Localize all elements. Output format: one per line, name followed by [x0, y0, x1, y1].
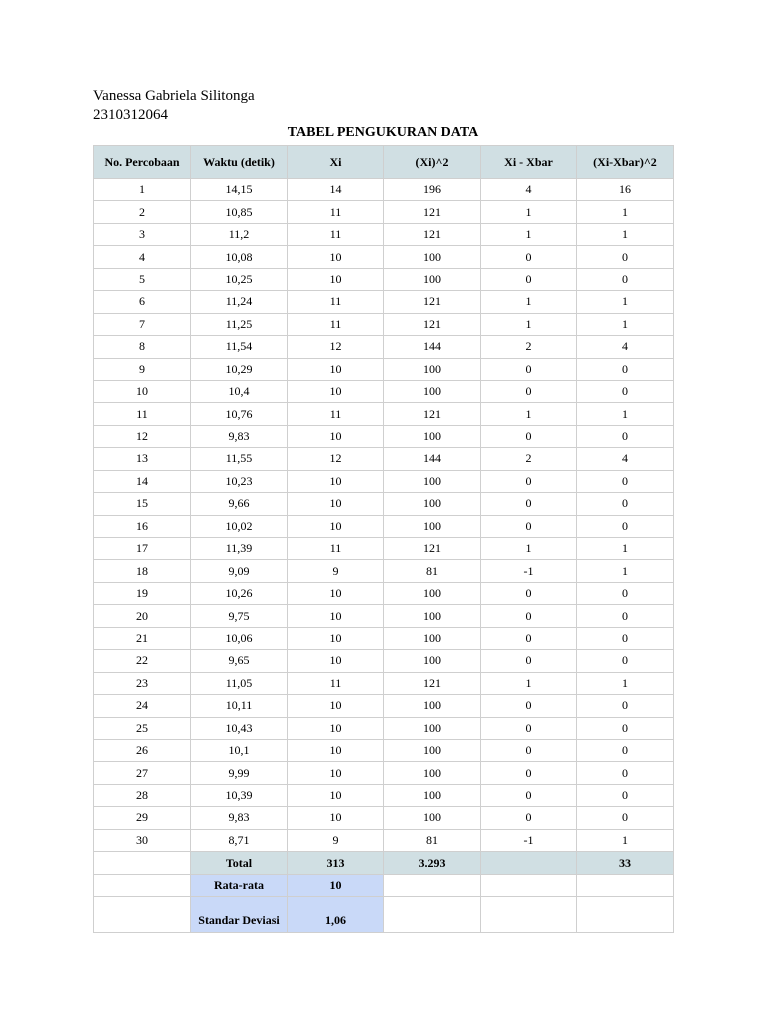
cell-xi: 10	[288, 762, 384, 784]
cell-deviation: 0	[481, 246, 577, 268]
cell-no: 18	[94, 560, 191, 582]
mean-value: 10	[288, 875, 384, 897]
header-no: No. Percobaan	[94, 146, 191, 179]
cell-deviation-squared: 1	[577, 313, 674, 335]
cell-xi-squared: 100	[384, 807, 481, 829]
cell-no: 9	[94, 358, 191, 380]
cell-deviation: 1	[481, 538, 577, 560]
cell-xi-squared: 121	[384, 313, 481, 335]
cell-deviation: 4	[481, 179, 577, 201]
cell-xi-squared: 144	[384, 448, 481, 470]
cell-time: 14,15	[191, 179, 288, 201]
total-xi-squared: 3.293	[384, 852, 481, 875]
cell-xi-squared: 121	[384, 672, 481, 694]
table-row	[94, 515, 674, 537]
header-xi: Xi	[288, 146, 384, 179]
cell-deviation-squared: 1	[577, 672, 674, 694]
total-row	[94, 852, 674, 875]
cell-no: 8	[94, 336, 191, 358]
cell-xi: 10	[288, 515, 384, 537]
cell-deviation-squared: 0	[577, 627, 674, 649]
cell-time: 11,05	[191, 672, 288, 694]
cell-deviation: 1	[481, 403, 577, 425]
cell-deviation-squared: 4	[577, 336, 674, 358]
cell-time: 10,23	[191, 470, 288, 492]
cell-time: 10,4	[191, 380, 288, 402]
cell-no: 3	[94, 223, 191, 245]
total-xi: 313	[288, 852, 384, 875]
cell-time: 10,02	[191, 515, 288, 537]
cell-time: 10,39	[191, 784, 288, 806]
header-deviation-squared: (Xi-Xbar)^2	[577, 146, 674, 179]
cell-xi-squared: 100	[384, 515, 481, 537]
cell-deviation: -1	[481, 829, 577, 851]
cell-deviation-squared: 1	[577, 560, 674, 582]
cell-time: 10,25	[191, 268, 288, 290]
cell-time: 11,54	[191, 336, 288, 358]
table-row	[94, 470, 674, 492]
cell-deviation-squared: 1	[577, 538, 674, 560]
cell-no: 12	[94, 425, 191, 447]
table-row	[94, 560, 674, 582]
mean-empty-cell	[384, 875, 481, 897]
table-row	[94, 605, 674, 627]
cell-xi: 11	[288, 201, 384, 223]
cell-deviation-squared: 0	[577, 605, 674, 627]
cell-time: 10,08	[191, 246, 288, 268]
table-row	[94, 650, 674, 672]
cell-xi: 10	[288, 425, 384, 447]
cell-xi: 11	[288, 223, 384, 245]
header-xi-squared: (Xi)^2	[384, 146, 481, 179]
cell-time: 9,75	[191, 605, 288, 627]
cell-xi-squared: 100	[384, 493, 481, 515]
cell-deviation-squared: 0	[577, 582, 674, 604]
cell-deviation: 0	[481, 807, 577, 829]
cell-xi-squared: 100	[384, 605, 481, 627]
stdev-label: Standar Deviasi	[191, 897, 288, 933]
stdev-empty-cell	[577, 897, 674, 933]
cell-deviation: 1	[481, 223, 577, 245]
cell-deviation: 0	[481, 650, 577, 672]
table-row	[94, 627, 674, 649]
cell-time: 10,43	[191, 717, 288, 739]
cell-xi: 10	[288, 380, 384, 402]
cell-xi: 11	[288, 538, 384, 560]
cell-xi-squared: 100	[384, 627, 481, 649]
student-id: 2310312064	[93, 107, 168, 123]
cell-deviation-squared: 0	[577, 784, 674, 806]
cell-xi-squared: 100	[384, 246, 481, 268]
cell-xi-squared: 100	[384, 425, 481, 447]
cell-deviation: 0	[481, 268, 577, 290]
cell-xi: 10	[288, 650, 384, 672]
cell-deviation-squared: 0	[577, 425, 674, 447]
cell-xi: 10	[288, 582, 384, 604]
cell-xi-squared: 121	[384, 403, 481, 425]
table-row	[94, 268, 674, 290]
cell-no: 13	[94, 448, 191, 470]
cell-no: 29	[94, 807, 191, 829]
table-row	[94, 829, 674, 851]
cell-deviation-squared: 0	[577, 493, 674, 515]
table-row	[94, 538, 674, 560]
mean-empty-cell	[94, 875, 191, 897]
cell-deviation: 0	[481, 515, 577, 537]
cell-xi: 9	[288, 829, 384, 851]
cell-xi: 10	[288, 784, 384, 806]
mean-empty-cell	[577, 875, 674, 897]
cell-xi-squared: 144	[384, 336, 481, 358]
cell-xi-squared: 81	[384, 560, 481, 582]
table-header-row	[94, 146, 674, 179]
cell-no: 14	[94, 470, 191, 492]
cell-no: 11	[94, 403, 191, 425]
table-row	[94, 762, 674, 784]
cell-deviation: 0	[481, 784, 577, 806]
stdev-empty-cell	[384, 897, 481, 933]
cell-no: 25	[94, 717, 191, 739]
table-row	[94, 582, 674, 604]
cell-no: 1	[94, 179, 191, 201]
cell-deviation-squared: 1	[577, 403, 674, 425]
cell-xi: 10	[288, 268, 384, 290]
cell-time: 9,09	[191, 560, 288, 582]
stdev-row	[94, 897, 674, 933]
table-row	[94, 201, 674, 223]
cell-time: 10,06	[191, 627, 288, 649]
cell-deviation: 2	[481, 448, 577, 470]
author-name: Vanessa Gabriela Silitonga	[93, 88, 255, 104]
table-row	[94, 784, 674, 806]
cell-deviation: 0	[481, 380, 577, 402]
cell-deviation: -1	[481, 560, 577, 582]
cell-xi-squared: 121	[384, 538, 481, 560]
cell-no: 21	[94, 627, 191, 649]
cell-time: 10,11	[191, 695, 288, 717]
cell-xi: 11	[288, 403, 384, 425]
cell-no: 19	[94, 582, 191, 604]
measurement-table	[93, 145, 674, 933]
cell-deviation: 0	[481, 627, 577, 649]
cell-xi: 10	[288, 246, 384, 268]
cell-deviation-squared: 0	[577, 739, 674, 761]
cell-deviation: 0	[481, 470, 577, 492]
cell-deviation-squared: 4	[577, 448, 674, 470]
cell-time: 11,24	[191, 291, 288, 313]
mean-label: Rata-rata	[191, 875, 288, 897]
cell-deviation-squared: 0	[577, 246, 674, 268]
cell-time: 9,83	[191, 807, 288, 829]
cell-xi: 12	[288, 448, 384, 470]
cell-time: 11,2	[191, 223, 288, 245]
cell-xi-squared: 100	[384, 762, 481, 784]
cell-deviation: 0	[481, 493, 577, 515]
cell-deviation: 0	[481, 695, 577, 717]
cell-deviation: 0	[481, 425, 577, 447]
header-time: Waktu (detik)	[191, 146, 288, 179]
cell-time: 9,65	[191, 650, 288, 672]
cell-no: 26	[94, 739, 191, 761]
cell-deviation-squared: 0	[577, 380, 674, 402]
cell-time: 10,29	[191, 358, 288, 380]
cell-deviation: 0	[481, 762, 577, 784]
cell-xi-squared: 100	[384, 380, 481, 402]
cell-deviation: 0	[481, 605, 577, 627]
cell-xi-squared: 121	[384, 201, 481, 223]
stdev-empty-cell	[481, 897, 577, 933]
cell-xi-squared: 100	[384, 739, 481, 761]
cell-time: 11,25	[191, 313, 288, 335]
cell-time: 9,83	[191, 425, 288, 447]
cell-xi: 11	[288, 291, 384, 313]
table-row	[94, 380, 674, 402]
cell-no: 7	[94, 313, 191, 335]
table-row	[94, 223, 674, 245]
cell-deviation: 0	[481, 739, 577, 761]
table-row	[94, 246, 674, 268]
table-row	[94, 403, 674, 425]
cell-xi-squared: 100	[384, 695, 481, 717]
cell-xi-squared: 121	[384, 223, 481, 245]
cell-deviation-squared: 0	[577, 650, 674, 672]
total-deviation-squared: 33	[577, 852, 674, 875]
cell-xi: 10	[288, 470, 384, 492]
cell-xi-squared: 100	[384, 358, 481, 380]
table-row	[94, 448, 674, 470]
cell-deviation-squared: 1	[577, 291, 674, 313]
cell-no: 23	[94, 672, 191, 694]
cell-no: 15	[94, 493, 191, 515]
table-row	[94, 179, 674, 201]
cell-deviation-squared: 0	[577, 268, 674, 290]
table-row	[94, 313, 674, 335]
cell-deviation-squared: 0	[577, 807, 674, 829]
cell-deviation-squared: 0	[577, 515, 674, 537]
cell-xi: 9	[288, 560, 384, 582]
cell-xi: 10	[288, 627, 384, 649]
cell-xi: 10	[288, 695, 384, 717]
cell-deviation-squared: 0	[577, 358, 674, 380]
cell-deviation-squared: 0	[577, 695, 674, 717]
cell-no: 17	[94, 538, 191, 560]
cell-no: 16	[94, 515, 191, 537]
cell-xi-squared: 196	[384, 179, 481, 201]
table-row	[94, 425, 674, 447]
cell-no: 27	[94, 762, 191, 784]
table-row	[94, 695, 674, 717]
cell-xi-squared: 81	[384, 829, 481, 851]
cell-deviation-squared: 0	[577, 762, 674, 784]
cell-xi-squared: 100	[384, 582, 481, 604]
cell-xi-squared: 100	[384, 717, 481, 739]
stdev-value: 1,06	[288, 897, 384, 933]
cell-xi: 10	[288, 358, 384, 380]
cell-no: 10	[94, 380, 191, 402]
cell-deviation: 1	[481, 313, 577, 335]
cell-no: 6	[94, 291, 191, 313]
table-row	[94, 493, 674, 515]
cell-no: 5	[94, 268, 191, 290]
stdev-empty-cell	[94, 897, 191, 933]
table-row	[94, 672, 674, 694]
cell-time: 10,26	[191, 582, 288, 604]
cell-deviation: 1	[481, 291, 577, 313]
table-title: TABEL PENGUKURAN DATA	[287, 125, 479, 140]
cell-time: 8,71	[191, 829, 288, 851]
table-row	[94, 807, 674, 829]
cell-deviation: 0	[481, 717, 577, 739]
table-row	[94, 358, 674, 380]
cell-xi: 10	[288, 717, 384, 739]
cell-deviation-squared: 1	[577, 201, 674, 223]
cell-xi: 10	[288, 739, 384, 761]
total-empty-cell	[94, 852, 191, 875]
cell-deviation: 0	[481, 582, 577, 604]
cell-xi-squared: 100	[384, 650, 481, 672]
cell-xi-squared: 100	[384, 784, 481, 806]
cell-time: 10,1	[191, 739, 288, 761]
cell-no: 28	[94, 784, 191, 806]
cell-time: 9,99	[191, 762, 288, 784]
cell-time: 11,55	[191, 448, 288, 470]
cell-deviation: 2	[481, 336, 577, 358]
cell-time: 9,66	[191, 493, 288, 515]
author-block	[93, 87, 255, 125]
cell-no: 2	[94, 201, 191, 223]
cell-deviation-squared: 1	[577, 223, 674, 245]
cell-time: 10,85	[191, 201, 288, 223]
cell-time: 10,76	[191, 403, 288, 425]
cell-xi: 11	[288, 313, 384, 335]
header-deviation: Xi - Xbar	[481, 146, 577, 179]
cell-xi: 10	[288, 605, 384, 627]
cell-no: 4	[94, 246, 191, 268]
cell-time: 11,39	[191, 538, 288, 560]
cell-xi: 14	[288, 179, 384, 201]
cell-xi: 11	[288, 672, 384, 694]
cell-deviation: 0	[481, 358, 577, 380]
cell-xi: 10	[288, 493, 384, 515]
cell-xi: 12	[288, 336, 384, 358]
cell-deviation-squared: 1	[577, 829, 674, 851]
table-row	[94, 739, 674, 761]
table-body	[94, 179, 674, 852]
cell-xi-squared: 100	[384, 470, 481, 492]
mean-empty-cell	[481, 875, 577, 897]
cell-deviation: 1	[481, 672, 577, 694]
cell-no: 22	[94, 650, 191, 672]
cell-xi-squared: 100	[384, 268, 481, 290]
cell-xi-squared: 121	[384, 291, 481, 313]
total-label: Total	[191, 852, 288, 875]
cell-deviation: 1	[481, 201, 577, 223]
cell-deviation-squared: 0	[577, 717, 674, 739]
total-deviation	[481, 852, 577, 875]
mean-row	[94, 875, 674, 897]
cell-deviation-squared: 0	[577, 470, 674, 492]
table-row	[94, 717, 674, 739]
table-row	[94, 336, 674, 358]
cell-no: 30	[94, 829, 191, 851]
cell-no: 24	[94, 695, 191, 717]
cell-deviation-squared: 16	[577, 179, 674, 201]
cell-xi: 10	[288, 807, 384, 829]
cell-no: 20	[94, 605, 191, 627]
table-row	[94, 291, 674, 313]
